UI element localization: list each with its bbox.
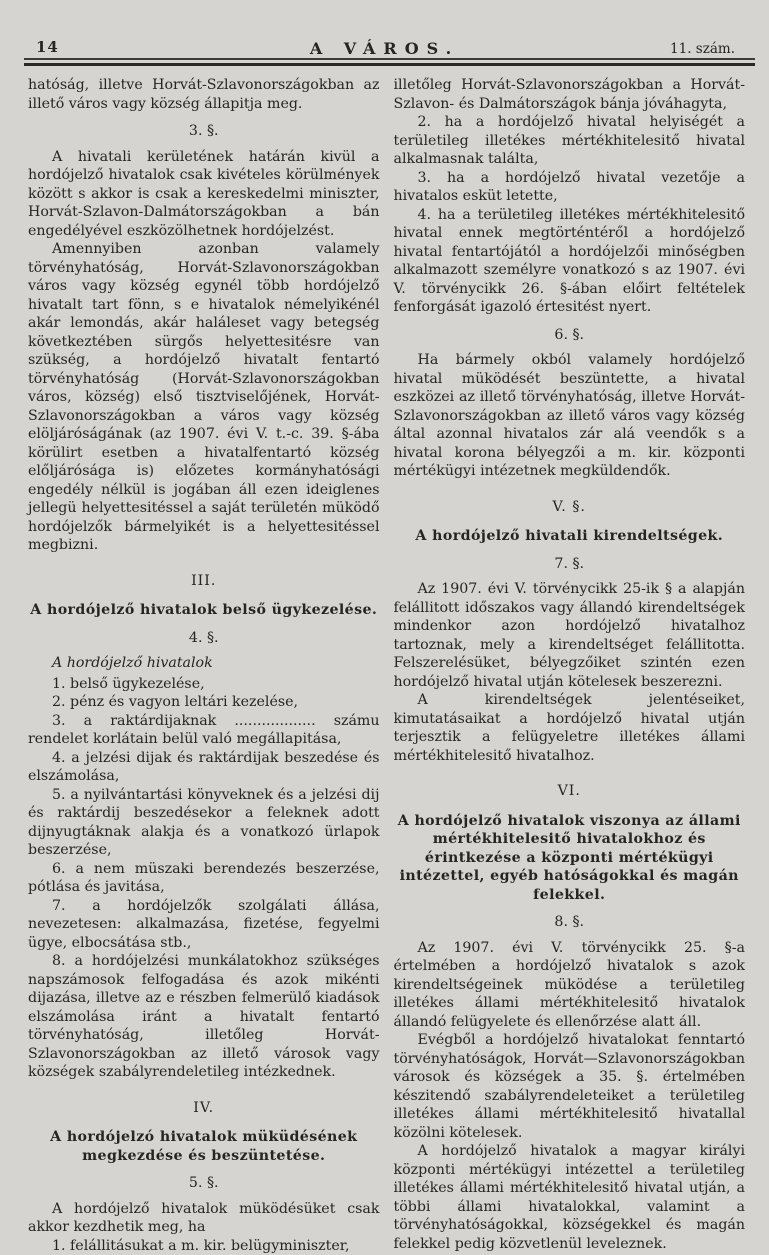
- page-header: [0, 40, 769, 66]
- paragraph: A hordójelző hivatalok a magyar királyi központi mértékügyi intézettel a területileg illetékes állami mértékhitelesitő hivatal utján, a többi állami hivatalokkal, valamint a törvényhatóságokkal, községekkel és magán felekkel pedig közvetlenül leveleznek.: [394, 1142, 746, 1253]
- text-columns: [0, 76, 769, 1255]
- section-title: A hordójelzó hivatalok müküdésének megkezdése és beszüntetése.: [28, 1128, 380, 1165]
- paragraph: 3. ha a hordójelző hivatal vezetője a hivatalos esküt letette,: [394, 169, 746, 206]
- paragraph: A hivatali kerületének határán kivül a hordójelző hivatalok csak kivételes körülmények között s akkor is csak a kereskedelmi miniszter, Horvát-Szlavon-Dalmátországokban a bán engedélyével eszközölhetnek hordójelzést.: [28, 148, 380, 241]
- paragraph: 4. a jelzési dijak és raktárdijak beszedése és elszámolása,: [28, 749, 380, 786]
- paragraph: 1. felállitásukat a m. kir. belügyminiszter,: [28, 1237, 380, 1255]
- chapter-numeral: VI.: [394, 782, 746, 801]
- issue-number: 11. szám.: [666, 41, 739, 57]
- chapter-numeral: IV.: [28, 1099, 380, 1118]
- paragraph: 2. ha a hordójelző hivatal helyiségét a területileg illetékes mértékhitelesitő hivatal alkalmasnak találta,: [394, 113, 746, 169]
- paragraph: 6. a nem müszaki berendezés beszerzése, pótlása és javitása,: [28, 860, 380, 897]
- right-column: [394, 76, 746, 1255]
- paragraph-sign-heading: 6. §.: [394, 326, 746, 345]
- paragraph-sign-heading: 4. §.: [28, 629, 380, 648]
- paragraph: Az 1907. évi V. törvénycikk 25. §-a értelmében a hordójelző hivatalok s azok kirendeltségeinek müködése a területileg illetékes állami mértékhitelesitő hivatalok állandó felügyelete és ellenőrzése alatt áll.: [394, 939, 746, 1032]
- journal-title: A VÁROS.: [296, 39, 473, 58]
- italic-lead: A hordójelző hivatalok: [28, 654, 380, 673]
- paragraph: 3. a raktárdijaknak .................. számu rendelet korlátain belül való megállapitása,: [28, 712, 380, 749]
- paragraph: Evégből a hordójelző hivatalokat fenntartó törvényhatóságok, Horvát—Szlavonországokban városok és községek a 35. §. értelmében készitendő szabályrendeleteiket a területileg illetékes állami mértékhitelesitő hivatallal közölni kötelesek.: [394, 1031, 746, 1142]
- paragraph: 8. a hordójelzési munkálatokhoz szükséges napszámosok felfogadása és azok mikénti dijazása, illetve az e részben felmerülő kiadások elszámolása iránt a hivatalt fentartó törvényhatóság, illetőleg Horvát-Szlavonországokban az illető városok vagy községek szabályrendeletileg intézkednek.: [28, 952, 380, 1082]
- paragraph: A hordójelző hivatalok müködésüket csak akkor kezdhetik meg, ha: [28, 1200, 380, 1237]
- left-column: [28, 76, 380, 1255]
- chapter-numeral: V. §.: [394, 498, 746, 517]
- page-number: 14: [36, 38, 59, 56]
- paragraph-sign-heading: 8. §.: [394, 913, 746, 932]
- paragraph: 7. a hordójelzők szolgálati állása, nevezetesen: alkalmazása, fizetése, fegyelmi ügye, elbocsátása stb.,: [28, 897, 380, 953]
- paragraph: Amennyiben azonban valamely törvényhatóság, Horvát-Szlavonországokban város vagy község egynél több hordójelző hivatalt tart fönn, s e hivatalok némelyikénél akár lemondás, akár haláleset vagy betegség következtében sürgős helyettesitésre van szükség, a hordójelző hivatalt fentartó törvényhatóság (Horvát-Szlavonországokban város, község) első tisztviselőjének, Horvát-Szlavonországokban a város vagy község elöljáróságának (az 1907. évi V. t.-c. 39. §-ába körülirt esetben a hivatalfentartó község előljárósága is) előzetes kormányhatósági engedély nélkül is jogában áll ezen ideiglenes jellegü helyettesitéssel a saját területén müködő hordójelzők bármelyikét is a helyettesitéssel megbizni.: [28, 240, 380, 555]
- header-rule-thick: [24, 63, 755, 66]
- paragraph: 1. belső ügykezelése,: [28, 675, 380, 694]
- section-title: A hordójelző hivatalok viszonya az állami mértékhitelesitő hivatalokhoz és érintkezése a központi mértékügyi intézettel, egyéb hatóságokkal és magán felekkel.: [394, 812, 746, 905]
- paragraph: illetőleg Horvát-Szlavonországokban a Horvát-Szlavon- és Dalmátországok bánja jóváhagyta,: [394, 76, 746, 113]
- paragraph-sign-heading: 3. §.: [28, 122, 380, 141]
- section-title: A hordójelző hivatali kirendeltségek.: [394, 527, 746, 546]
- paragraph: hatóság, illetve Horvát-Szlavonországokban az illető város vagy község állapitja meg.: [28, 76, 380, 113]
- paragraph: Az 1907. évi V. törvénycikk 25-ik § a alapján felállitott időszakos vagy állandó kirendeltségek mindenkor azon hordójelző hivatalhoz tartoznak, mely a kirendeltséget felállitotta. Felszerelésüket, bélyegzőiket szintén ezen hordójelző hivatal utján kötelesek beszerezni.: [394, 580, 746, 691]
- paragraph: A kirendeltségek jelentéseiket, kimutatásaikat a hordójelző hivatal utján terjesztik a felügyeletre illetékes állami mértékhitelesitő hivatalhoz.: [394, 691, 746, 765]
- paragraph-sign-heading: 5. §.: [28, 1174, 380, 1193]
- header-rule-thin: [24, 58, 755, 60]
- paragraph-sign-heading: 7. §.: [394, 555, 746, 574]
- paragraph: 4. ha a területileg illetékes mértékhitelesitő hivatal ennek megtörténtéről a hordójelző hivatal fentartójától a hordójelzői minőségben alkalmazott személyre vonatkozó s az 1907. évi V. törvénycikk 26. §-ában előirt feltételek fenforgását igazoló értesitést nyert.: [394, 206, 746, 317]
- chapter-numeral: III.: [28, 572, 380, 591]
- paragraph: Ha bármely okból valamely hordójelző hivatal müködését beszüntette, a hivatal eszközei az illető törvényhatóság, illetve Horvát-Szlavonországokban az illető város vagy község által azonnal hivatalos zár alá veendők s a hivatal korona bélyegzői a m. kir. központi mértékügyi intézetnek megküldendők.: [394, 351, 746, 481]
- paragraph: 2. pénz és vagyon leltári kezelése,: [28, 693, 380, 712]
- paragraph: 5. a nyilvántartási könyveknek és a jelzési dij és raktárdij beszedésekor a feleknek adott dijnyugtáknak alakja és a vonatkozó ürlapok beszerzése,: [28, 786, 380, 860]
- section-title: A hordójelző hivatalok belső ügykezelése.: [28, 601, 380, 620]
